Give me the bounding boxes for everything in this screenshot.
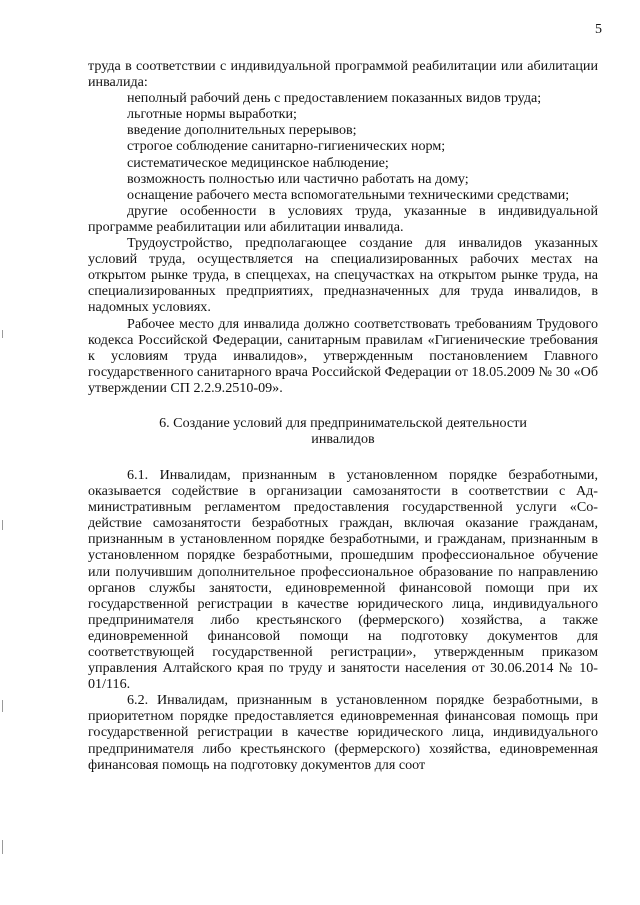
list-item: возможность полностью или частично работать на дому;: [127, 170, 469, 187]
list-item: оснащение рабочего места вспомогательными техническими средствами;: [127, 186, 570, 203]
list-item: введение дополнительных перерывов;: [127, 122, 357, 139]
list-item: другие особенности в условиях труда, указанные в индивидуальной программе реабилитации или абилитации инвалида.: [88, 202, 598, 235]
scan-edge-mark: [2, 700, 3, 712]
section-heading: [88, 415, 598, 447]
intro-paragraph: труда в соответствии с индивидуальной программой реабилитации или абилитации инвалида:: [88, 58, 598, 91]
clause-6-2: 6.2. Инвалидам, признанным в установленном порядке безработными, в приоритетном порядке предоставляется единовременная финансовая помощь при государственной регистрации в качестве юридического лица, индивидуального предпринимателя либо крестьянского (фермерского) хозяйства, единовременная финансовая помощь на подготовку документов для соот: [88, 692, 598, 773]
scan-edge-mark: [2, 840, 3, 854]
list-item: неполный рабочий день с предоставлением показанных видов труда;: [127, 90, 542, 107]
section-heading-line: 6. Создание условий для предпринимательской деятельности: [159, 414, 527, 431]
list-item: льготные нормы выработки;: [127, 106, 297, 123]
list-item: систематическое медицинское наблюдение;: [127, 154, 389, 171]
scan-edge-mark: [2, 520, 3, 530]
section-heading-line: инвалидов: [311, 430, 375, 447]
workplace-paragraph: Рабочее место для инвалида должно соответствовать требованиям Трудового кодекса Российской Федерации, санитарным правилам «Гигиенические требования к условиям труда инвалидов», утвержденным постановлением Главного государственного санитарного врача Российской Федерации от 18.05.2009 № 30 «Об утверждении СП 2.2.9.2510-09».: [88, 315, 598, 396]
clause-6-1: 6.1. Инвалидам, признанным в установленном порядке безработными, оказывается содействие в организации самозанятости в соответствии с Административным регламентом предоставления государственной услуги «Содействие самозанятости безработных граждан, включая оказание гражданам, признанным в установленном порядке безработными, и гражданам, признанным в установленном порядке безработными, прошедшим профессиональное обучение или получившим дополнительное профессиональное образование по направлению органов службы занятости, единовременной финансовой помощи при их государственной регистрации в качестве юридического лица, индивидуального предпринимателя либо крестьянского (фермерского) хозяйства, а также единовременной финансовой помощи на подготовку документов для соответствующей государственной регистрации», утвержденным приказом управления Алтайского края по труду и занятости населения от 30.06.2014 № 10-01/116.: [88, 466, 598, 693]
employment-paragraph: Трудоустройство, предполагающее создание для инвалидов указанных условий труда, осуществляется на специализированных рабочих местах на открытом рынке труда, в спеццехах, на спецучастках на открытом рынке труда, на специализированных предприятиях, предназначенных для труда инвалидов, в надомных условиях.: [88, 235, 598, 316]
page-number: 5: [595, 22, 602, 37]
document-body: [88, 58, 598, 773]
list-item: строгое соблюдение санитарно-гигиенических норм;: [127, 138, 446, 155]
scan-edge-mark: [2, 330, 3, 338]
